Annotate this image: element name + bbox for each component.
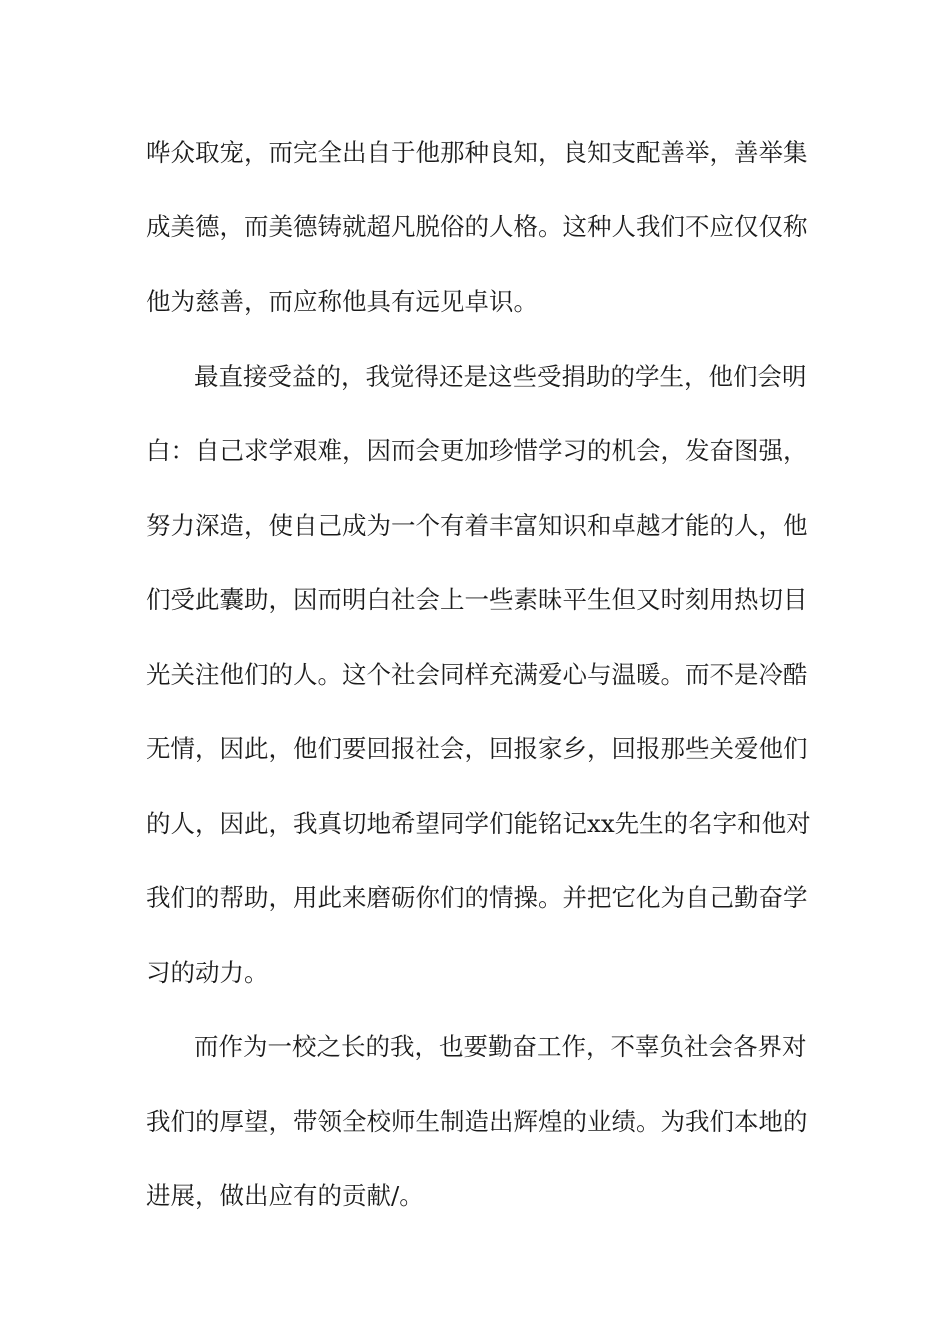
paragraph-line: 努力深造，使自己成为一个有着丰富知识和卓越才能的人，他	[146, 511, 808, 540]
paragraph-line: 的人，因此，我真切地希望同学们能铭记xx先生的名字和他对	[146, 809, 811, 838]
paragraph-line: 白：自己求学艰难，因而会更加珍惜学习的机会，发奋图强，	[146, 436, 808, 465]
paragraph-line: 们受此囊助，因而明白社会上一些素昧平生但又时刻用热切目	[146, 585, 808, 614]
paragraph-line: 而作为一校之长的我，也要勤奋工作，不辜负社会各界对	[194, 1032, 807, 1061]
paragraph-line: 最直接受益的，我觉得还是这些受捐助的学生，他们会明	[194, 362, 807, 391]
paragraph-line: 我们的厚望，带领全校师生制造出辉煌的业绩。为我们本地的	[146, 1107, 808, 1136]
paragraph-line: 成美德，而美德铸就超凡脱俗的人格。这种人我们不应仅仅称	[146, 212, 808, 241]
paragraph-line: 他为慈善，而应称他具有远见卓识。	[146, 287, 538, 316]
paragraph-line: 习的动力。	[146, 958, 269, 987]
paragraph-line: 无情，因此，他们要回报社会，回报家乡，回报那些关爱他们	[146, 734, 808, 763]
paragraph-line: 我们的帮助，用此来磨砺你们的情操。并把它化为自己勤奋学	[146, 883, 808, 912]
paragraph-line: 进展，做出应有的贡献/。	[146, 1181, 424, 1210]
paragraph-line: 光关注他们的人。这个社会同样充满爱心与温暖。而不是冷酷	[146, 660, 808, 689]
paragraph-line: 哗众取宠，而完全出自于他那种良知，良知支配善举，善举集	[146, 138, 808, 167]
